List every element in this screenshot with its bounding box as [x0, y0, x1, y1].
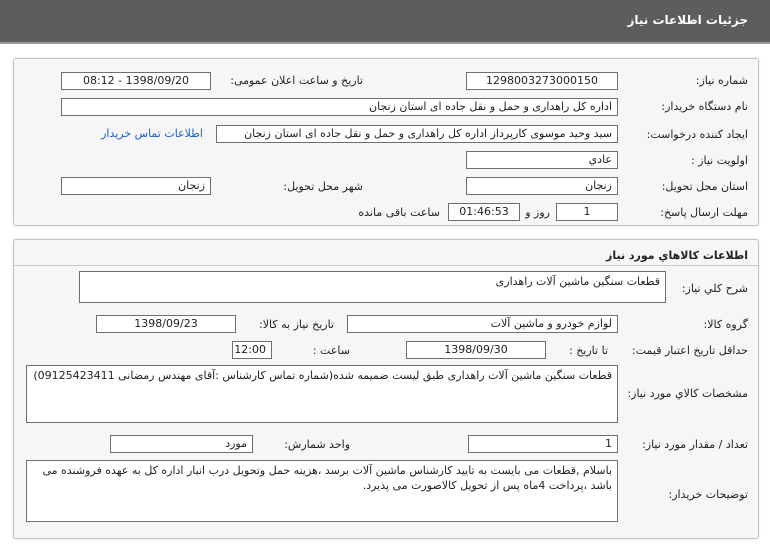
need-info-panel	[13, 58, 759, 226]
deadline-days-field[interactable]: 1	[556, 203, 618, 221]
goods-info-panel	[13, 239, 759, 539]
creator-label: ایجاد کننده درخواست:	[646, 128, 748, 141]
page-title: جزئیات اطلاعات نیاز	[627, 13, 748, 27]
buyer-notes-label: توضیحات خریدار:	[668, 488, 748, 501]
buyer-notes-field[interactable]: باسلام ,قطعات می بایست به تایید کارشناس ماشین آلات برسد ،هزینه حمل وتحویل درب انبار اداره کل به عهده فروشنده می باشد ،پرداخت 4ماه پس از تحویل کالاصورت می پذیرد.	[26, 460, 618, 522]
priority-field[interactable]: عادي	[466, 151, 618, 169]
buyer-org-label: نام دستگاه خریدار:	[661, 100, 748, 113]
title-bar	[0, 0, 770, 44]
buyer-org-field[interactable]: اداره کل راهداری و حمل و نقل جاده ای استان زنجان	[61, 98, 618, 116]
time-label: ساعت :	[312, 344, 350, 357]
announce-date-label: تاریخ و ساعت اعلان عمومی:	[230, 74, 363, 87]
priority-label: اولویت نیاز :	[690, 154, 748, 167]
to-date-label: تا تاریخ :	[569, 344, 608, 357]
need-date-field[interactable]: 1398/09/23	[96, 315, 236, 333]
days-label: روز و	[525, 206, 550, 219]
need-number-field[interactable]: 1298003273000150	[466, 72, 618, 90]
need-number-label: شماره نیاز:	[695, 74, 748, 87]
province-field[interactable]: زنجان	[466, 177, 618, 195]
general-desc-field[interactable]: قطعات سنگین ماشین آلات راهداری	[79, 271, 666, 303]
specs-label: مشخصات کالاي مورد نياز:	[627, 387, 748, 400]
min-validity-label: حداقل تاریخ اعتبار قیمت:	[632, 344, 748, 357]
specs-field[interactable]: قطعات سنگین ماشین آلات راهداری طبق لیست ضمیمه شده(شماره تماس کارشناس :آقای مهندس رمضانی 09125423411)	[26, 365, 618, 423]
section-divider	[14, 265, 758, 266]
need-date-label: تاریخ نیاز به کالا:	[259, 318, 334, 331]
deadline-label: مهلت ارسال پاسخ:	[660, 206, 748, 219]
buyer-contact-link[interactable]: اطلاعات تماس خریدار	[101, 127, 203, 140]
to-date-field[interactable]: 1398/09/30	[406, 341, 546, 359]
unit-label: واحد شمارش:	[284, 438, 350, 451]
announce-date-field[interactable]: 1398/09/20 - 08:12	[61, 72, 211, 90]
time-field[interactable]: 12:00	[232, 341, 272, 359]
creator-field[interactable]: سید وحید موسوی کارپرداز اداره کل راهداری و حمل و نقل جاده ای استان زنجان	[216, 125, 618, 143]
goods-group-field[interactable]: لوازم خودرو و ماشین آلات	[347, 315, 618, 333]
qty-label: تعداد / مقدار مورد نیاز:	[642, 438, 748, 451]
unit-field[interactable]: مورد	[110, 435, 253, 453]
remaining-label: ساعت باقی مانده	[358, 206, 440, 219]
general-desc-label: شرح کلي نياز:	[681, 282, 748, 295]
city-field[interactable]: زنجان	[61, 177, 211, 195]
deadline-time-field[interactable]: 01:46:53	[448, 203, 520, 221]
city-label: شهر محل تحویل:	[283, 180, 363, 193]
qty-field[interactable]: 1	[468, 435, 618, 453]
province-label: استان محل تحویل:	[661, 180, 748, 193]
goods-group-label: گروه کالا:	[703, 318, 748, 331]
goods-section-title: اطلاعات کالاهاي مورد نياز	[606, 249, 748, 262]
